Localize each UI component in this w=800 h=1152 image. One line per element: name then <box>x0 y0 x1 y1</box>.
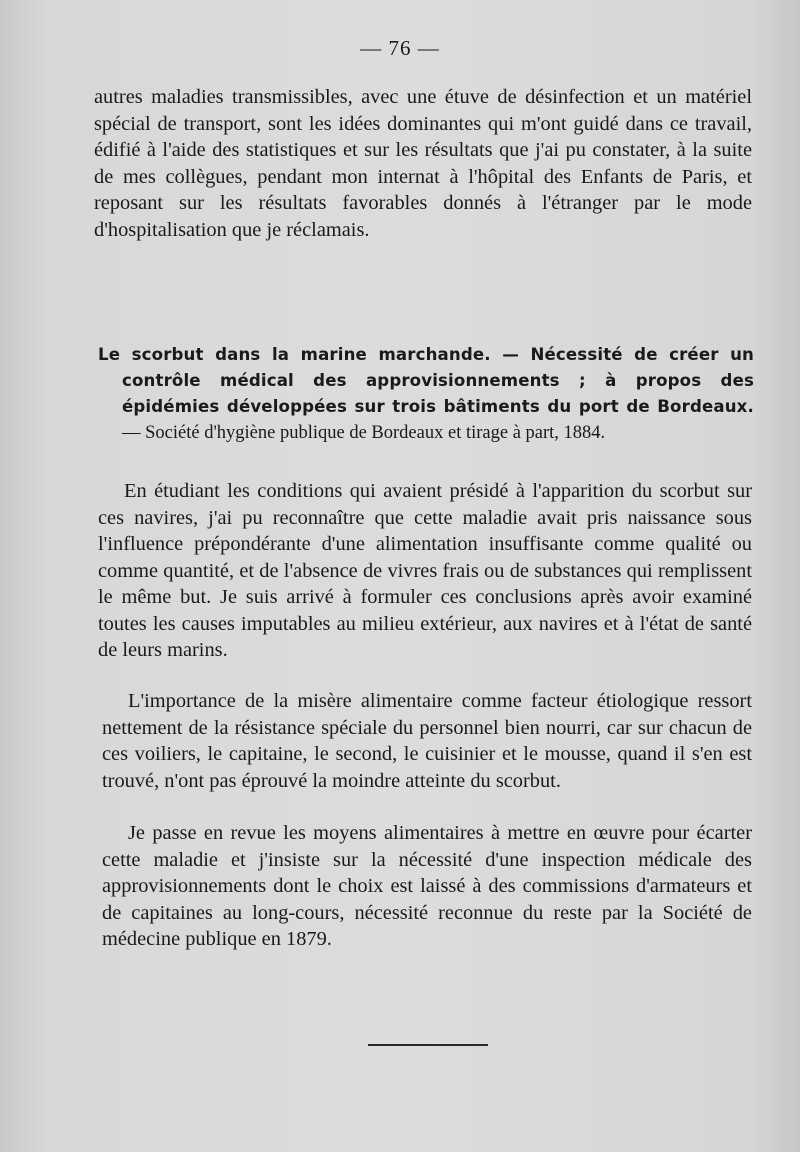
publication-title: Le scorbut dans la marine marchande. — Nécessité de créer un contrôle médical des approvisionnements ; à propos des épidémies développées sur trois bâtiments du port de Bordeaux. <box>98 345 754 416</box>
section-end-rule <box>368 1044 488 1046</box>
publication-source-details: et tirage à part, 1884. <box>443 423 606 443</box>
publication-heading-text <box>98 342 754 446</box>
page-number: — 76 — <box>360 36 440 60</box>
publication-source-separator: — <box>122 423 146 443</box>
paragraph-moyens: Je passe en revue les moyens alimentaires à mettre en œuvre pour écarter cette maladie et j'insiste sur la nécessité d'une inspection médicale des approvisionnements dont le choix est laissé à des commissions d'armateurs et de capitaines au long-cours, nécessité reconnue du reste par la Société de médecine publique en 1879. <box>102 822 752 950</box>
publication-heading <box>98 342 754 446</box>
paragraph-importance: L'importance de la misère alimentaire comme facteur étiologique ressort nettement de la résistance spéciale du personnel bien nourri, car sur chacun de ces voiliers, le capitaine, le second, le cuisinier et le mousse, quand il s'en est trouvé, n'ont pas éprouvé la moindre atteinte du scorbut. <box>102 690 752 792</box>
publication-source-journal: Société d'hygiène publique de Bordeaux <box>145 423 444 443</box>
paragraph-hospitalisation: autres maladies transmissibles, avec une étuve de désinfection et un matériel spécial de transport, sont les idées dominantes qui m'ont guidé dans ce travail, édifié à l'aide des statistiques et sur les résultats que j'ai pu constater, à la suite de mes collègues, pendant mon internat à l'hôpital des Enfants de Paris, et reposant sur les résultats favorables donnés à l'étranger par le mode d'hospitalisation que je réclamais. <box>94 86 752 241</box>
paragraph-conditions: En étudiant les conditions qui avaient présidé à l'apparition du scorbut sur ces navires, j'ai pu reconnaître que cette maladie avait pris naissance sous l'influence prépondérante d'une alimentation insuffisante comme qualité ou comme quantité, et de l'absence de vivres frais ou de substances qui remplissent le même but. Je suis arrivé à formuler ces conclusions après avoir examiné toutes les causes imputables au milieu extérieur, aux navires et à l'état de santé de leurs marins. <box>98 480 752 661</box>
